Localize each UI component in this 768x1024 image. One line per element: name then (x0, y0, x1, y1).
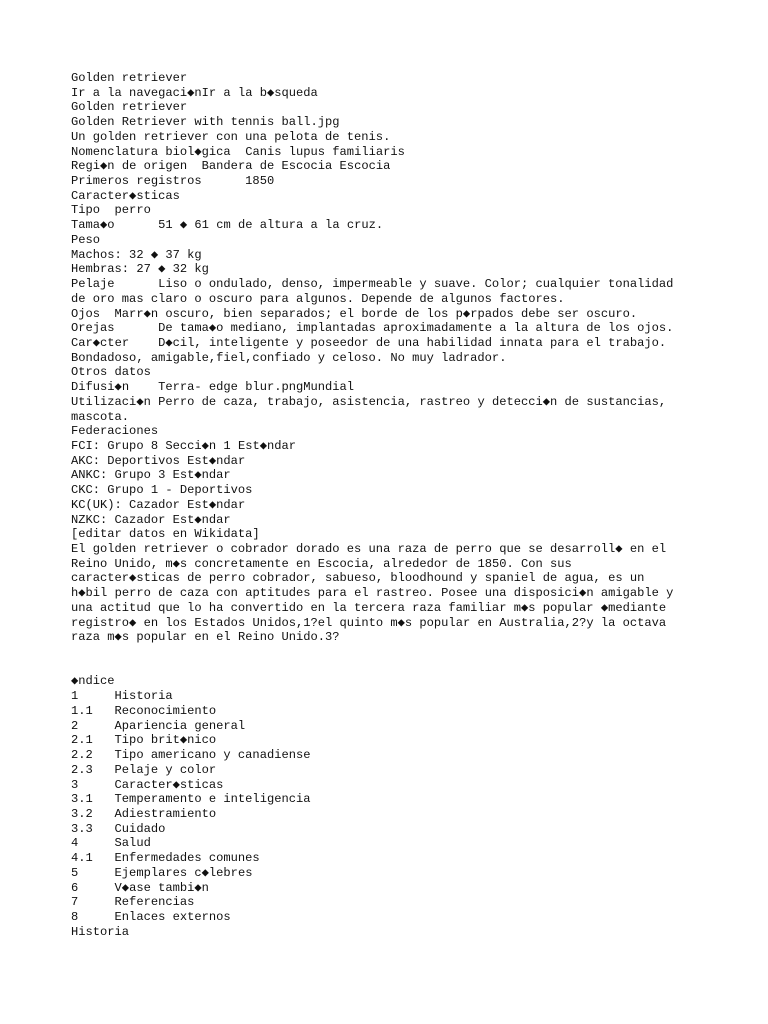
toc-item: 7 Referencias (71, 895, 195, 910)
text-line: [editar datos en Wikidata] (71, 527, 260, 542)
text-line: Golden Retriever with tennis ball.jpg (71, 115, 340, 130)
section-heading-historia: Historia (71, 924, 130, 939)
text-line: Utilizaci◆n Perro de caza, trabajo, asistencia, rastreo y detecci◆n de sustancias, (71, 394, 667, 409)
text-line: raza m◆s popular en el Reino Unido.3? (71, 630, 340, 645)
text-line: Peso (71, 232, 101, 247)
text-line: registro◆ en los Estados Unidos,1?el quinto m◆s popular en Australia,2?y la octava (71, 615, 667, 630)
text-line: Otros datos (71, 365, 151, 380)
text-line: Difusi◆n Terra- edge blur.pngMundial (71, 380, 355, 395)
text-line: NZKC: Cazador Est◆ndar (71, 512, 231, 527)
text-line: Golden retriever (71, 100, 188, 115)
text-line: h◆bil perro de caza con aptitudes para el rastreo. Posee una disposici◆n amigable y (71, 586, 674, 601)
text-line: una actitud que lo ha convertido en la tercera raza familiar m◆s popular ◆mediante (71, 600, 667, 615)
toc-item: 2.1 Tipo brit◆nico (71, 733, 217, 748)
text-line: Federaciones (71, 424, 159, 439)
text-line: Regi◆n de origen Bandera de Escocia Escocia (71, 159, 391, 174)
text-line: FCI: Grupo 8 Secci◆n 1 Est◆ndar (71, 438, 297, 453)
toc-item: 3.1 Temperamento e inteligencia (71, 792, 311, 807)
text-line: caracter◆sticas de perro cobrador, sabueso, bloodhound y spaniel de agua, es un (71, 571, 645, 586)
text-line: Caracter◆sticas (71, 188, 180, 203)
toc-item: 3.3 Cuidado (71, 821, 166, 836)
text-line: Tipo perro (71, 203, 151, 218)
toc-item: 2 Apariencia general (71, 718, 246, 733)
toc-item: 3 Caracter◆sticas (71, 777, 224, 792)
text-line: Orejas De tama◆o mediano, implantadas aproximadamente a la altura de los ojos. (71, 321, 674, 336)
text-line: mascota. (71, 409, 130, 424)
table-of-contents (71, 689, 711, 925)
toc-item: 2.3 Pelaje y color (71, 762, 217, 777)
text-line: Ojos Marr◆n oscuro, bien separados; el borde de los p◆rpados debe ser oscuro. (71, 306, 638, 321)
text-line: Ir a la navegaci◆nIr a la b◆squeda (71, 85, 318, 100)
text-line: KC(UK): Cazador Est◆ndar (71, 497, 246, 512)
text-line: Reino Unido, m◆s concretamente en Escocia, alrededor de 1850. Con sus (71, 556, 572, 571)
text-line: Pelaje Liso o ondulado, denso, impermeable y suave. Color; cualquier tonalidad (71, 277, 674, 292)
toc-item: 5 Ejemplares c◆lebres (71, 865, 253, 880)
text-line: Bondadoso, amigable,fiel,confiado y celoso. No muy ladrador. (71, 350, 507, 365)
toc-item: 4.1 Enfermedades comunes (71, 851, 260, 866)
document-body (71, 71, 711, 645)
text-line: Hembras: 27 ◆ 32 kg (71, 262, 209, 277)
spacer (71, 645, 711, 660)
text-line: ANKC: Grupo 3 Est◆ndar (71, 468, 231, 483)
toc-item: 3.2 Adiestramiento (71, 806, 217, 821)
text-line: Tama◆o 51 ◆ 61 cm de altura a la cruz. (71, 218, 384, 233)
text-line: Nomenclatura biol◆gica Canis lupus familiaris (71, 144, 405, 159)
toc-item: 6 V◆ase tambi◆n (71, 880, 209, 895)
toc-item: 1 Historia (71, 689, 173, 704)
text-line: Un golden retriever con una pelota de tenis. (71, 129, 391, 144)
text-line: Machos: 32 ◆ 37 kg (71, 247, 202, 262)
toc-item: 8 Enlaces externos (71, 909, 231, 924)
text-line: Car◆cter D◆cil, inteligente y poseedor de una habilidad innata para el trabajo. (71, 335, 667, 350)
text-line: AKC: Deportivos Est◆ndar (71, 453, 246, 468)
toc-item: 2.2 Tipo americano y canadiense (71, 748, 311, 763)
text-line: El golden retriever o cobrador dorado es una raza de perro que se desarroll◆ en el (71, 542, 667, 556)
spacer (71, 660, 711, 675)
document-page (71, 71, 711, 939)
text-line: Primeros registros 1850 (71, 174, 275, 189)
toc-item: 4 Salud (71, 836, 151, 851)
toc-item: 1.1 Reconocimiento (71, 703, 217, 718)
text-line: de oro mas claro o oscuro para algunos. Depende de algunos factores. (71, 291, 565, 306)
toc-title: ◆ndice (71, 674, 115, 689)
text-line: Golden retriever (71, 71, 188, 85)
text-line: CKC: Grupo 1 - Deportivos (71, 483, 253, 498)
